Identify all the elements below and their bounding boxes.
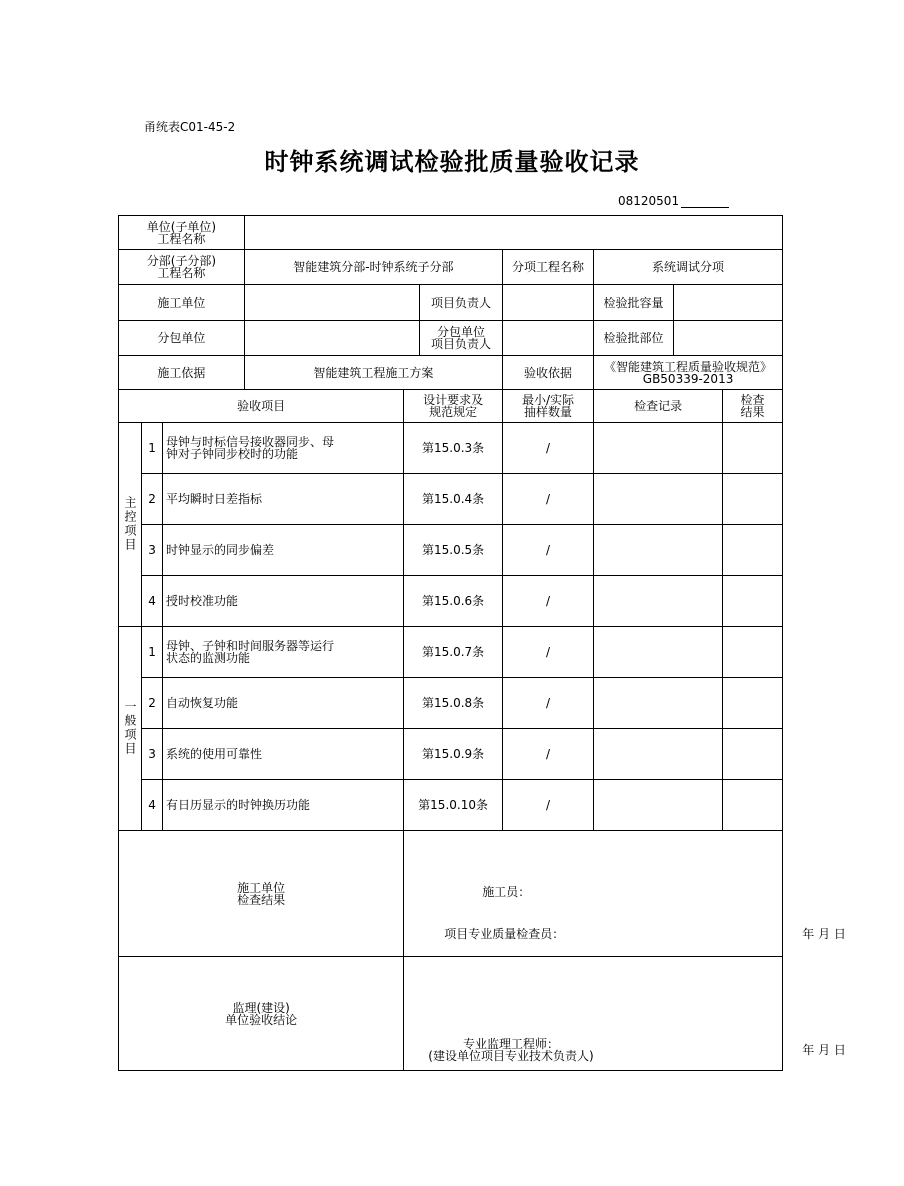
item-name: 系统的使用可靠性	[163, 729, 404, 780]
basis-field[interactable]: 智能建筑工程施工方案	[244, 356, 502, 390]
item-result[interactable]	[723, 525, 783, 576]
item-record[interactable]	[594, 525, 723, 576]
item-record[interactable]	[594, 678, 723, 729]
division-field[interactable]: 智能建筑分部-时钟系统子分部	[244, 250, 502, 285]
column-header-row	[119, 390, 783, 423]
item-no: 2	[142, 678, 163, 729]
table-row	[119, 576, 783, 627]
acceptance-basis-field: 《智能建筑工程质量验收规范》 GB50339-2013	[594, 356, 783, 390]
contractor-check-field[interactable]	[404, 831, 846, 957]
engineer-label: 专业监理工程师： (建设单位项目专业技术负责人)	[428, 1036, 594, 1063]
item-record[interactable]	[594, 474, 723, 525]
item-sample: /	[502, 576, 593, 627]
batch-location-label: 检验批部位	[594, 321, 674, 356]
acceptance-form-table	[118, 215, 846, 1071]
item-result[interactable]	[723, 474, 783, 525]
item-result[interactable]	[723, 678, 783, 729]
table-row	[119, 525, 783, 576]
item-result[interactable]	[723, 729, 783, 780]
subcontractor-label: 分包单位	[119, 321, 245, 356]
item-record[interactable]	[594, 627, 723, 678]
sub-pm-label: 分包单位 项目负责人	[420, 321, 503, 356]
row-basis	[119, 356, 783, 390]
main-group-text: 主控项目	[123, 495, 138, 552]
item-result[interactable]	[723, 576, 783, 627]
item-clause: 第15.0.3条	[404, 423, 503, 474]
item-no: 3	[142, 729, 163, 780]
general-group-text: 一般项目	[123, 699, 138, 756]
basis-label: 施工依据	[119, 356, 245, 390]
unit-project-label: 单位(子单位) 工程名称	[119, 216, 245, 250]
item-no: 2	[142, 474, 163, 525]
col-sample-header: 最小/实际 抽样数量	[502, 390, 593, 423]
pm-field[interactable]	[502, 285, 593, 321]
batch-capacity-field[interactable]	[673, 285, 782, 321]
general-group-label	[119, 627, 142, 831]
col-record-header: 检查记录	[594, 390, 723, 423]
contractor-date: 年 月 日	[802, 926, 846, 941]
item-sample: /	[502, 423, 593, 474]
item-sample: /	[502, 627, 593, 678]
item-no: 1	[142, 627, 163, 678]
item-name: 平均瞬时日差指标	[163, 474, 404, 525]
item-name: 母钟与时标信号接收器同步、母 钟对子钟同步校时的功能	[163, 423, 404, 474]
item-sample: /	[502, 780, 593, 831]
subitem-field[interactable]: 系统调试分项	[594, 250, 783, 285]
table-row	[119, 729, 783, 780]
main-group-label	[119, 423, 142, 627]
item-sample: /	[502, 525, 593, 576]
table-row	[119, 780, 783, 831]
worker-label: 施工员：	[482, 884, 531, 899]
item-sample: /	[502, 729, 593, 780]
contractor-check-label: 施工单位 检查结果	[119, 831, 404, 957]
item-name: 母钟、子钟和时间服务器等运行 状态的监测功能	[163, 627, 404, 678]
division-label: 分部(子分部) 工程名称	[119, 250, 245, 285]
subitem-label: 分项工程名称	[502, 250, 593, 285]
supervisor-check-label: 监理(建设) 单位验收结论	[119, 957, 404, 1071]
contractor-field[interactable]	[244, 285, 419, 321]
item-sample: /	[502, 474, 593, 525]
unit-project-field[interactable]	[244, 216, 782, 250]
doc-number	[618, 194, 729, 208]
item-result[interactable]	[723, 780, 783, 831]
row-division	[119, 250, 783, 285]
row-contractor	[119, 285, 783, 321]
item-clause: 第15.0.7条	[404, 627, 503, 678]
col-design-header: 设计要求及 规范规定	[404, 390, 503, 423]
doc-number-value: 08120501	[618, 194, 680, 208]
item-no: 4	[142, 576, 163, 627]
acceptance-basis-label: 验收依据	[502, 356, 593, 390]
table-row	[119, 627, 783, 678]
item-clause: 第15.0.9条	[404, 729, 503, 780]
item-sample: /	[502, 678, 593, 729]
item-no: 3	[142, 525, 163, 576]
table-row	[119, 423, 783, 474]
pm-label: 项目负责人	[420, 285, 503, 321]
item-clause: 第15.0.4条	[404, 474, 503, 525]
item-result[interactable]	[723, 423, 783, 474]
table-row	[119, 678, 783, 729]
col-result-header: 检查 结果	[723, 390, 783, 423]
table-row	[119, 474, 783, 525]
form-code: 甬统表C01-45-2	[144, 120, 236, 134]
row-unit-project	[119, 216, 783, 250]
supervisor-check-field[interactable]	[404, 957, 846, 1071]
row-subcontractor	[119, 321, 783, 356]
item-no: 4	[142, 780, 163, 831]
item-name: 有日历显示的时钟换历功能	[163, 780, 404, 831]
supervisor-sign-area	[404, 957, 846, 1070]
item-record[interactable]	[594, 423, 723, 474]
item-name: 自动恢复功能	[163, 678, 404, 729]
item-clause: 第15.0.10条	[404, 780, 503, 831]
item-record[interactable]	[594, 729, 723, 780]
subcontractor-field[interactable]	[244, 321, 419, 356]
item-no: 1	[142, 423, 163, 474]
contractor-label: 施工单位	[119, 285, 245, 321]
item-clause: 第15.0.8条	[404, 678, 503, 729]
item-clause: 第15.0.6条	[404, 576, 503, 627]
item-result[interactable]	[723, 627, 783, 678]
item-name: 时钟显示的同步偏差	[163, 525, 404, 576]
contractor-sign-area	[404, 831, 846, 956]
item-record[interactable]	[594, 576, 723, 627]
col-item-header: 验收项目	[119, 390, 404, 423]
sub-pm-field[interactable]	[502, 321, 593, 356]
item-name: 授时校准功能	[163, 576, 404, 627]
page-title: 时钟系统调试检验批质量验收记录	[264, 148, 640, 176]
row-supervisor-check	[119, 957, 783, 1071]
item-clause: 第15.0.5条	[404, 525, 503, 576]
batch-capacity-label: 检验批容量	[594, 285, 674, 321]
item-record[interactable]	[594, 780, 723, 831]
batch-location-field[interactable]	[673, 321, 782, 356]
supervisor-date: 年 月 日	[802, 1042, 846, 1057]
doc-number-blank	[681, 195, 729, 208]
inspector-label: 项目专业质量检查员：	[444, 926, 565, 941]
row-contractor-check	[119, 831, 783, 957]
